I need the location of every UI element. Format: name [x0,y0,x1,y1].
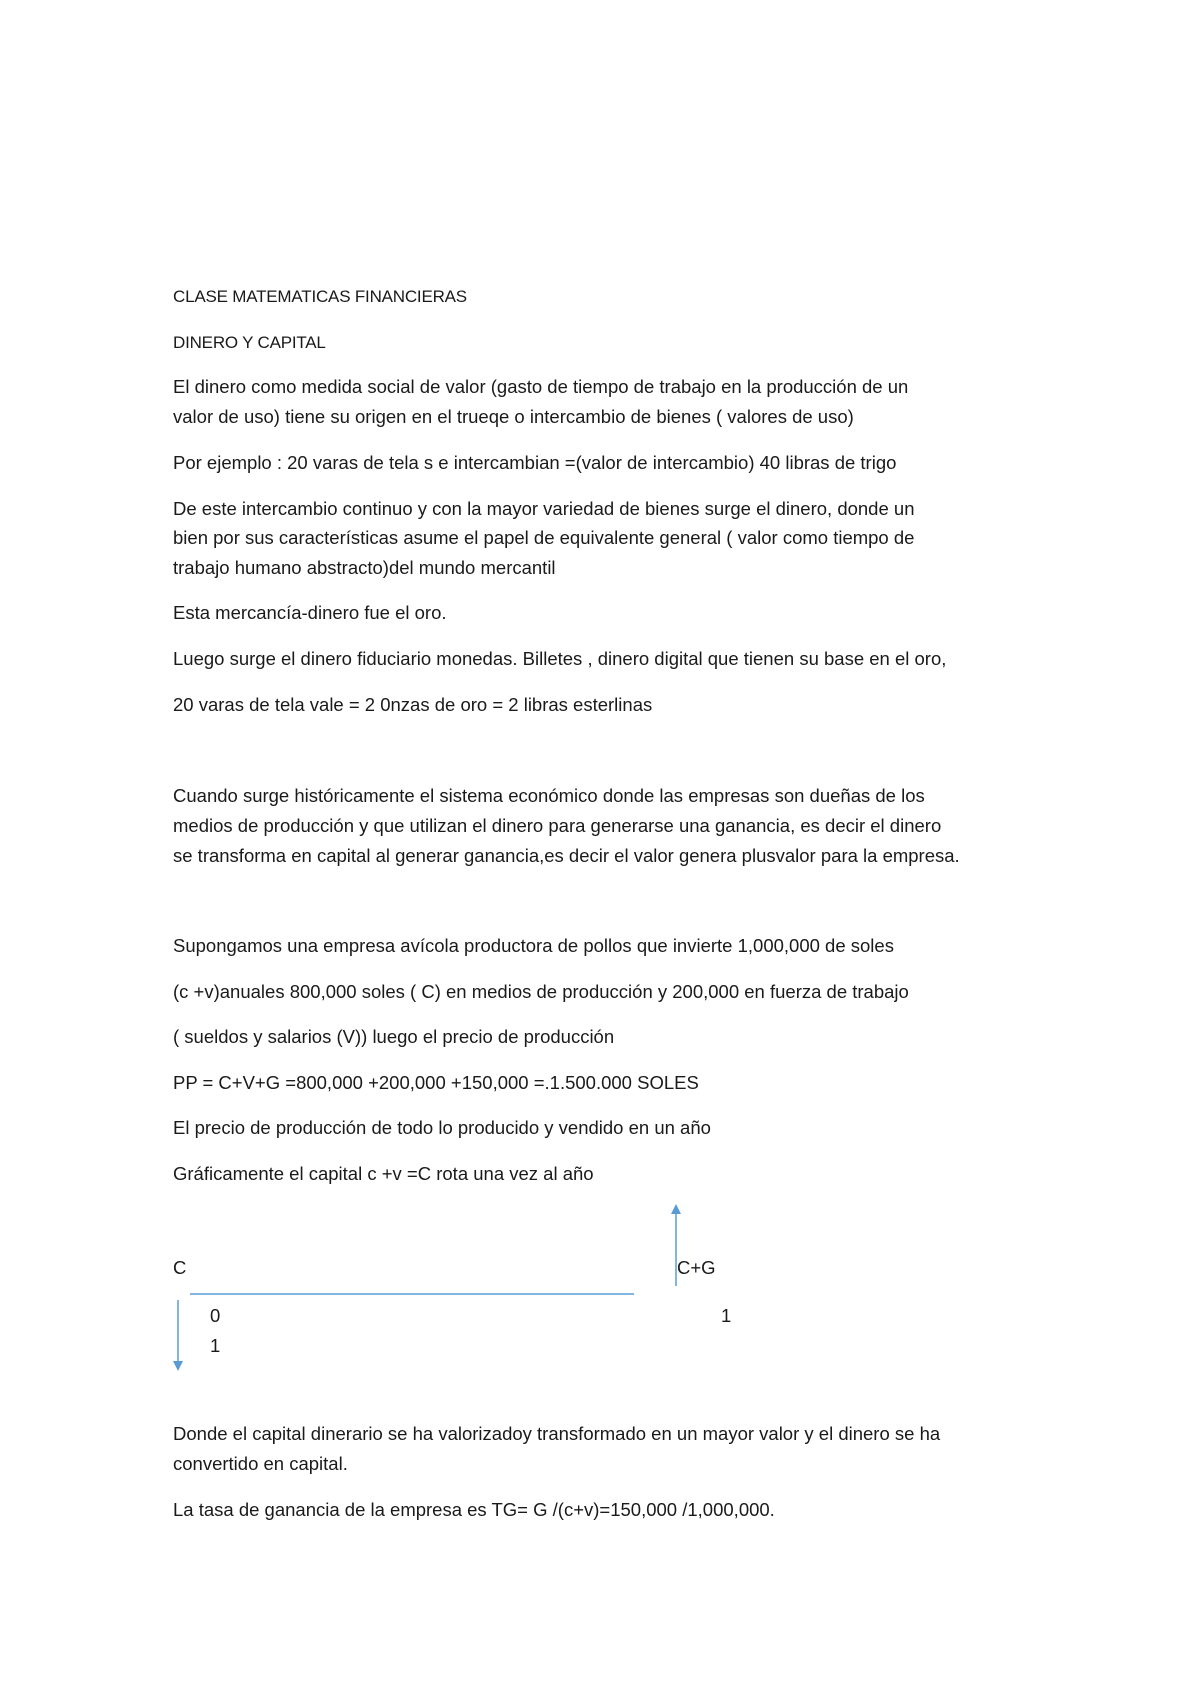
formula-line: PP = C+V+G =800,000 +200,000 +150,000 =.1.500.000 SOLES [173,1072,699,1093]
paragraph-line: Esta mercancía-dinero fue el oro. [173,602,447,623]
paragraph-line: 20 varas de tela vale = 2 0nzas de oro = 2 libras esterlinas [173,694,653,715]
period-start-sublabel: 1 [210,1335,221,1356]
paragraph-line: ( sueldos y salarios (V)) luego el precio de producción [173,1026,615,1047]
paragraph-line: Donde el capital dinerario se ha valorizadoy transformado en un mayor valor y el dinero se ha [173,1423,941,1444]
paragraph-line: (c +v)anuales 800,000 soles ( C) en medios de producción y 200,000 en fuerza de trabajo [173,981,909,1002]
paragraph-line: El precio de producción de todo lo producido y vendido en un año [173,1117,711,1138]
inflow-label: C+G [677,1257,716,1278]
paragraph-line: trabajo humano abstracto)del mundo mercantil [173,557,556,578]
paragraph-line: Gráficamente el capital c +v =C rota una vez al año [173,1163,594,1184]
paragraph-line: Por ejemplo : 20 varas de tela s e intercambian =(valor de intercambio) 40 libras de trigo [173,452,897,473]
paragraph-line: Supongamos una empresa avícola productora de pollos que invierte 1,000,000 de soles [173,935,894,956]
period-end-label: 1 [721,1305,732,1326]
outflow-label: C [173,1257,187,1278]
paragraph-line: convertido en capital. [173,1453,348,1474]
paragraph-line: valor de uso) tiene su origen en el trueqe o intercambio de bienes ( valores de uso) [173,406,854,427]
document-title: CLASE MATEMATICAS FINANCIERAS [173,287,467,306]
paragraph-line: El dinero como medida social de valor (gasto de tiempo de trabajo en la producción de un [173,376,909,397]
formula-line: La tasa de ganancia de la empresa es TG= G /(c+v)=150,000 /1,000,000. [173,1499,775,1520]
paragraph-line: se transforma en capital al generar ganancia,es decir el valor genera plusvalor para la empresa. [173,845,960,866]
period-start-label: 0 [210,1305,221,1326]
paragraph-line: bien por sus características asume el papel de equivalente general ( valor como tiempo de [173,527,915,548]
paragraph-line: medios de producción y que utilizan el dinero para generarse una ganancia, es decir el dinero [173,815,942,836]
paragraph-line: Luego surge el dinero fiduciario monedas. Billetes , dinero digital que tienen su base en el oro, [173,648,947,669]
paragraph-line: De este intercambio continuo y con la mayor variedad de bienes surge el dinero, donde un [173,498,915,519]
paragraph-line: Cuando surge históricamente el sistema económico donde las empresas son dueñas de los [173,785,925,806]
section-heading: DINERO Y CAPITAL [173,333,326,352]
